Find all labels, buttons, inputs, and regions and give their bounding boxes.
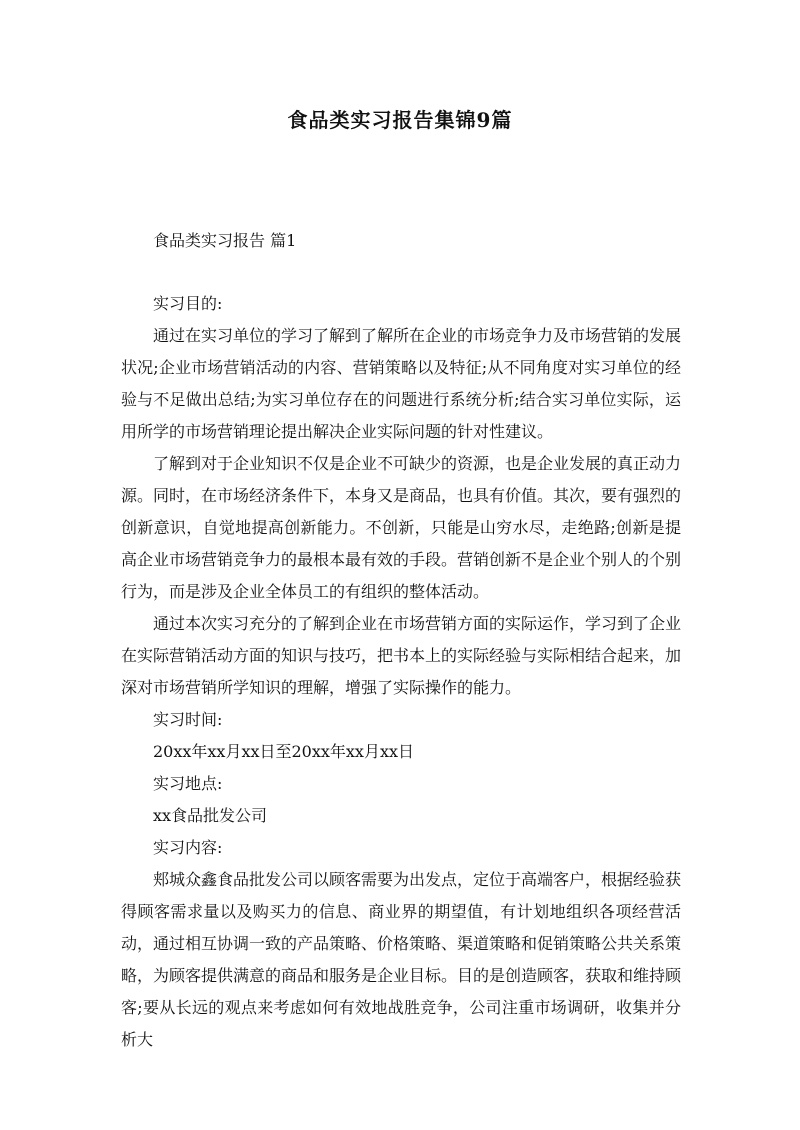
paragraph-content-label: 实习内容: — [153, 838, 223, 857]
paragraph-time-label: 实习时间: — [153, 710, 223, 729]
paragraph-practice: 通过本次实习充分的了解到企业在市场营销方面的实际运作，学习到了企业在实际营销活动方面的知识与技巧，把书本上的实际经验与实际相结合起来，加深对市场营销所学知识的理解，增强了实际操作的能力。 — [121, 614, 682, 697]
section-heading: 食品类实习报告 篇1 — [153, 231, 297, 250]
document-title: 食品类实习报告集锦9篇 — [287, 108, 513, 132]
paragraph-location: xx食品批发公司 — [153, 806, 268, 825]
paragraph-knowledge: 了解到对于企业知识不仅是企业不可缺少的资源，也是企业发展的真正动力源。同时，在市场经济条件下，本身又是商品，也具有价值。其次，要有强烈的创新意识，自觉地提高创新能力。不创新，只能是山穷水尽，走绝路;创新是提高企业市场营销竞争力的最根本最有效的手段。营销创新不是企业个别人的个别行为，而是涉及企业全体员工的有组织的整体活动。 — [121, 454, 682, 601]
paragraph-time: 20xx年xx月xx日至20xx年xx月xx日 — [153, 742, 415, 761]
document-body — [121, 288, 681, 1056]
paragraph-purpose: 通过在实习单位的学习了解到了解所在企业的市场竞争力及市场营销的发展状况;企业市场营销活动的内容、营销策略以及特征;从不同角度对实习单位的经验与不足做出总结;为实习单位存在的问题进行系统分析;结合实习单位实际，运用所学的市场营销理论提出解决企业实际问题的针对性建议。 — [121, 326, 682, 441]
paragraph-content: 郏城众鑫食品批发公司以顾客需要为出发点，定位于高端客户，根据经验获得顾客需求量以及购买力的信息、商业界的期望值，有计划地组织各项经营活动，通过相互协调一致的产品策略、价格策略、渠道策略和促销策略公共关系策略，为顾客提供满意的商品和服务是企业目标。目的是创造顾客，获取和维持顾客;要从长远的观点来考虑如何有效地战胜竞争，公司注重市场调研，收集并分析大 — [121, 870, 682, 1049]
paragraph-purpose-label: 实习目的: — [153, 294, 223, 313]
paragraph-location-label: 实习地点: — [153, 774, 223, 793]
